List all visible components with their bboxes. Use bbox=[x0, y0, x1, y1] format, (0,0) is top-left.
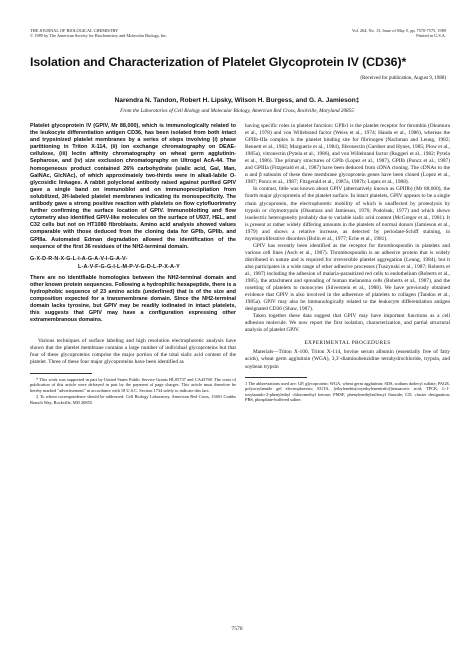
body-paragraph-3: GPIV has recently been identified as the receptor for thrombospondin in platelets and various cell lines (Asch et al., 1987). Thrombospondin is an adhesive protein that is widely distributed in nature and is required for irreversible platelet aggregation (Leung, 1984), but it also participates in a wide range of other adhesive processes (Tuszynski et al., 1987; Roberts et al., 1987) including the adhesion of malaria-parasitized red cells to endothelium (Roberts et al., 1985), the attachment and spreading of human melanoma cells (Roberts et al., 1987), and the rosetting of platelets to monocytes (Silverstein et al., 1988). We have previously obtained evidence that GPIV is also involved in the adherence of platelets to collagen (Tandon et al., 1985a). GPIV may also be immunologically related to the leukocyte differentiation antigen designated CD36 (Shaw, 1987). bbox=[245, 242, 450, 313]
journal-name: THE JOURNAL OF BIOLOGICAL CHEMISTRY bbox=[30, 28, 119, 33]
journal-header-right bbox=[296, 28, 446, 39]
author-affiliation: From the Laboratories of Cell Biology and Molecular Biology, American Red Cross, Rockville, Maryland 20855 bbox=[120, 108, 354, 114]
printed-in-line: Printed in U.S.A. bbox=[416, 33, 446, 39]
page-number: 7570 bbox=[231, 626, 243, 632]
materials-paragraph: Materials—Triton X-100, Triton X-114, bovine serum albumin (essentially free of fatty acids), wheat germ agglutinin (WGA), 3,3'-diaminobenzidine tetrahydrochloride, trypsin, and soybean trypsin bbox=[245, 349, 450, 370]
abbrev-footnote-divider bbox=[245, 377, 307, 378]
left-column bbox=[30, 123, 236, 407]
introduction-paragraph: Various techniques of surface labeling and high resolution electrophoretic analysis have shown that the platelet membrane contains a large number of individual glycoproteins but that four of these glycoproteins comprise the major portion of the total sialic acid content of the platelet. Three of these four major glycoproteins have been identified as bbox=[30, 338, 236, 366]
body-paragraph-2: In contrast, little was known about GPIV (alternatively known as GPIIIb) (Mr 88,000), the fourth major glycoprotein of the platelet surface. In intact platelets, GPIV appears to be a single chain glycoprotein, the electrophoretic mobility of which is unaffected by proteolysis by trypsin or chymotrypsin (Okumura and Jamieson, 1976; Podolsak, 1977) and which shows isoelectric heterogeneity probably due to variable sialic acid content (McGregor et al., 1981). It is present at rather widely differing amounts in the platelets of normal donors (Jamieson et al., 1979) and shows a relative increase, as detected by periodate-Schiff staining, in myeloproliferative disorders (Bolin et al., 1977; Eche et al., 1981). bbox=[245, 186, 450, 242]
abbreviation-footnote: 1 The abbreviations used are: GP, glycoprotein; WGA, wheat germ agglutinin; SDS, sodium dodecyl sulfate; PAGE, polyacrylamide gel electrophoresis; EGTA, [ethylenebis(oxyethylenenitrilo)]tetraacetic acid; TPCK, L-1-tosylamido-2-phenylethyl chloromethyl ketone; PMSF, phenylmethylsulfonyl fluoride; CD, cluster designation; PBS, phosphate-buffered saline. bbox=[245, 380, 450, 403]
abstract-paragraph-2: There are no identifiable homologies between the NH2-terminal domain and other known protein sequences. Following a hydrophilic hexapeptide, there is a hydrophobic sequence of 23 amino acids (underlined) that is of the size and composition expected for a transmembrane domain. Since the NH2-terminal domain lacks tyrosine, but GPIV may be readily iodinated in intact platelets, this suggests that GPIV may have a configuration expressing other extramembranous domains. bbox=[30, 274, 236, 324]
amino-acid-sequence-line-2: L-A-V-F-G-G-I-L-M-P-V-G-D-L-P-X-A-Y bbox=[78, 263, 180, 270]
right-column bbox=[245, 123, 450, 403]
body-paragraph-4: Taken together these data suggest that GPIV may have important functions as a cell adhesion molecule. We now report the first isolation, characterization, and partial structural analysis of platelet GPIV. bbox=[245, 313, 450, 334]
copyright-line: © 1989 by The American Society for Biochemistry and Molecular Biology, Inc. bbox=[30, 33, 168, 39]
footnote-divider bbox=[30, 373, 92, 374]
funding-footnote: * This work was supported in part by United States Public Service Grants HL05737 and CA43768. The costs of publication of this article were defrayed in part by the payment of page charges. This article must therefore be hereby marked "advertisement" in accordance with 18 U.S.C. Section 1734 solely to indicate this fact. bbox=[30, 376, 236, 393]
abstract-paragraph-1: Platelet glycoprotein IV (GPIV, Mr 88,000), which is immunologically related to the leukocyte differentiation antigen CD36, has been isolated from both intact and trypsinized platelet membranes by a series of steps involving (i) phase partitioning in Triton X-114, (ii) ion exchange chromatography on DEAE-cellulose, (iii) lectin affinity chromatography on wheat germ agglutinin-Sepharose, and (iv) size exclusion chromatography on Ultrogel AcA-44. The homogeneous product contained 26% carbohydrate (sialic acid, Gal, Man, GalNAc, GlcNAc), of which approximately two-thirds were in alkali-labile O-glycosidic linkages. A rabbit polyclonal antibody raised against purified GPIV gave a single band on immunoblot and on immunoprecipitation from solubilized, 3H-labeled platelet membranes indicating its monospecificity. The antibody gave a strong positive reaction with platelets on flow cytofluorimetry further confirming the surface location of GPIV. Immunoblotting and flow cytometry also identified GPIV-like molecules on the surface of U937, HEL, and C32 cells but not on HT1080 fibroblasts. Amino acid analysis showed values comparable with those deduced from the cloning data for GPIb, GPIIb, and GPIIIa. Automated Edman degradation allowed the identification of the sequence of the first 36 residues of the NH2-terminal domain. bbox=[30, 123, 236, 250]
amino-acid-sequence-line-1: G-X-D-R-N-X-G-L-I-A-G-A-V-I-G-A-V- bbox=[30, 255, 128, 262]
volume-issue-line: Vol. 264, No. 13, Issue of May 5, pp. 7570-7575, 1989 bbox=[351, 28, 446, 33]
footnotes bbox=[30, 377, 236, 406]
journal-header-left bbox=[30, 28, 240, 39]
article-title: Isolation and Characterization of Platelet Glycoprotein IV (CD36)* bbox=[30, 55, 407, 69]
author-list: Narendra N. Tandon, Robert H. Lipsky, Wilson H. Burgess, and G. A. Jamieson‡ bbox=[114, 97, 360, 104]
body-paragraph-1: having specific roles in platelet function: GPIb1 is the platelet receptor for thrombin (Okumura et al., 1978) and von Willebrand factor (Weiss et al., 1974; Handa et al., 1986), whereas the GPIIb-IIIa complex is the platelet binding site for fibrinogen (Nachman and Leung, 1982; Bennett et al., 1982; Marguerie et al., 1984), fibronectin (Gardner and Hynes, 1985; Plow et al., 1985a), vitronectin (Pytela et al., 1986), and von Willebrand factor (Ruggeri et al., 1982; Pytela et al., 1986). The primary structures of GPIb (Lopez et al., 1987), GPIIb (Poncz et al., 1987) and GPIIIa (Fitzgerald et al., 1987) have been deduced from cDNA cloning. The cDNAs to the α and β subunits of these three membrane glycoprotein genes have been cloned (Lopez et al., 1987; Poncz et al., 1987; Fitzgerald et al., 1987a, 1987b; Lopez et al., 1988). bbox=[245, 123, 450, 186]
correspondence-footnote: ‡ To whom correspondence should be addressed: Cell Biology Laboratory, American Red Cross, 15601 Crabbs Branch Way, Rockville, MD 20855. bbox=[30, 394, 236, 405]
section-heading: EXPERIMENTAL PROCEDURES bbox=[304, 340, 391, 347]
received-date: (Received for publication, August 9, 1988) bbox=[360, 76, 446, 81]
